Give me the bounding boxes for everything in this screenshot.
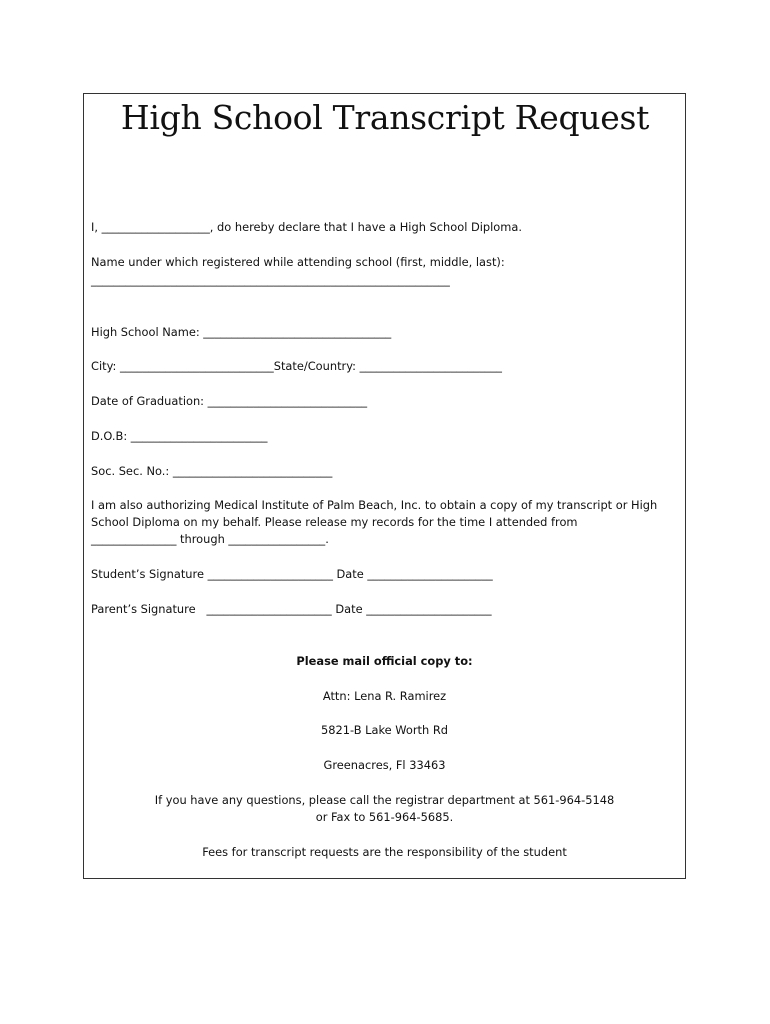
mail-attn: Attn: Lena R. Ramirez: [322, 689, 447, 703]
mail-address-line-2: Greenacres, Fl 33463: [323, 758, 446, 772]
page-title: High School Transcript Request: [120, 98, 650, 137]
authorization-line-1: I am also authorizing Medical Institute of Palm Beach, Inc. to obtain a copy of my transcript or High: [91, 498, 658, 512]
name-label: Name under which registered while attending school (first, middle, last):: [91, 255, 505, 269]
graduation-date-field: Date of Graduation: ____________________________: [91, 394, 368, 408]
mail-address-line-1: 5821-B Lake Worth Rd: [321, 723, 448, 737]
dob-field: D.O.B: ________________________: [91, 429, 268, 443]
authorization-line-3: _______________ through _________________.: [91, 532, 329, 546]
fees-note: Fees for transcript requests are the responsibility of the student: [202, 845, 567, 859]
questions-line-2: or Fax to 561-964-5685.: [315, 810, 454, 824]
declaration-line: I, ___________________, do hereby declare that I have a High School Diploma.: [91, 220, 522, 234]
ssn-field: Soc. Sec. No.: ____________________________: [91, 464, 333, 478]
mail-heading: Please mail official copy to:: [296, 654, 473, 668]
city-state-field: City: ___________________________State/Country: _________________________: [91, 359, 502, 373]
name-blank: _______________________________________________________________: [91, 273, 450, 287]
high-school-field: High School Name: _________________________________: [91, 325, 392, 339]
student-signature-field: Student’s Signature ______________________ Date ______________________: [91, 567, 493, 581]
parent-signature-field: Parent’s Signature ______________________ Date ______________________: [91, 602, 492, 616]
authorization-line-2: School Diploma on my behalf. Please release my records for the time I attended from: [91, 515, 578, 529]
questions-line-1: If you have any questions, please call the registrar department at 561-964-5148: [154, 793, 615, 807]
